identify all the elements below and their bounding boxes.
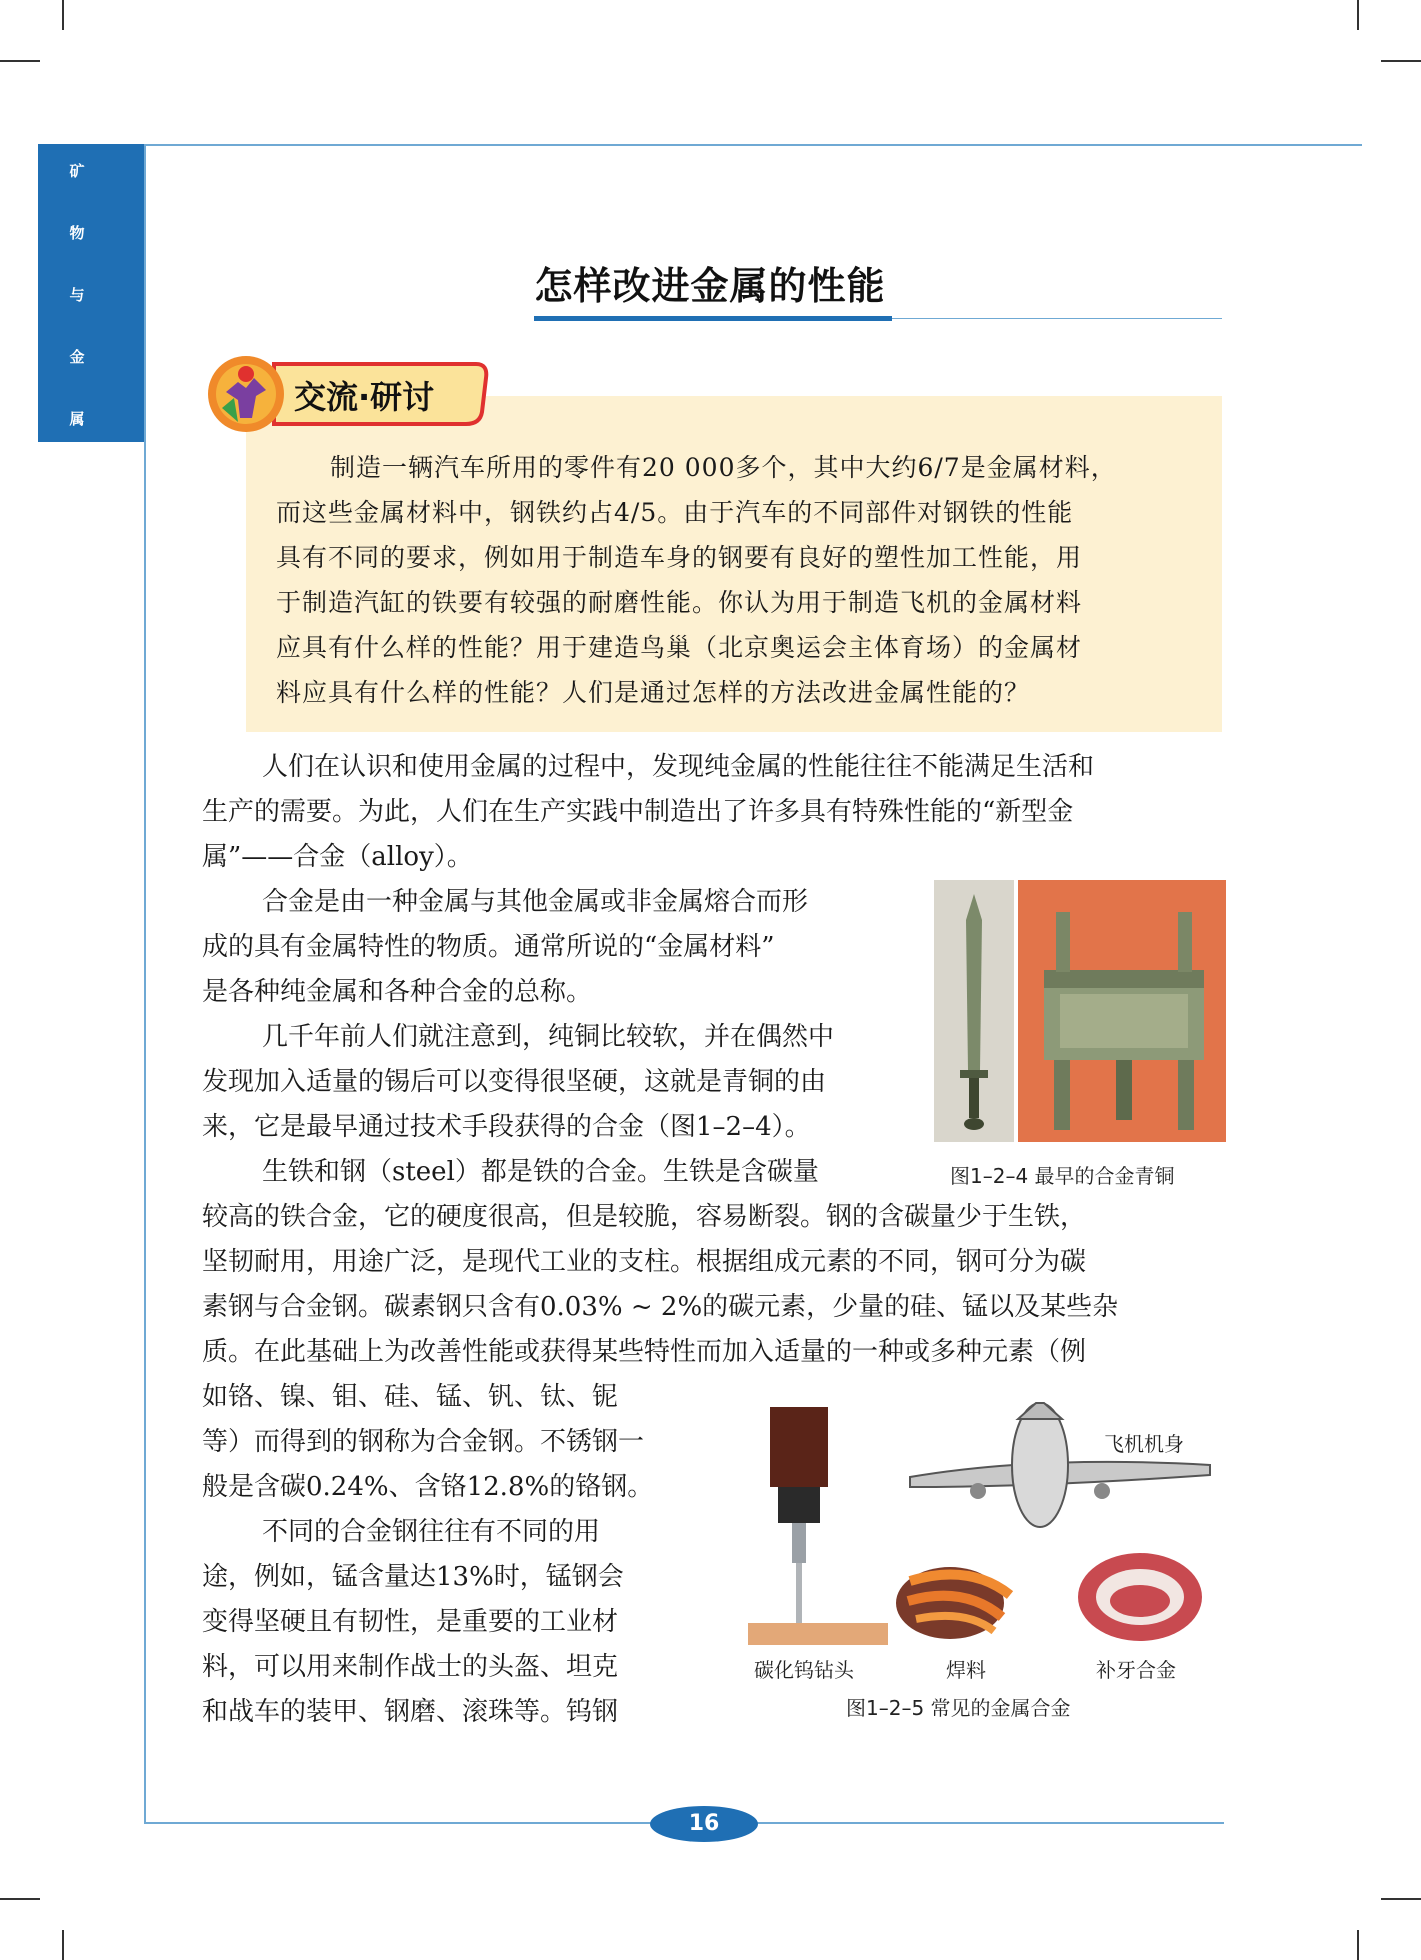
discussion-line: 具有不同的要求，例如用于制造车身的钢要有良好的塑性加工性能，用	[276, 543, 1083, 572]
body-line: 合金是由一种金属与其他金属或非金属熔合而形	[262, 887, 809, 917]
section-title: 怎样改进金属的性能	[534, 264, 886, 308]
discussion-line: 于制造汽缸的铁要有较强的耐磨性能。你认为用于制造飞机的金属材料	[276, 588, 1083, 617]
side-tab-char: 属	[69, 410, 85, 428]
body-line: 坚韧耐用，用途广泛，是现代工业的支柱。根据组成元素的不同，钢可分为碳	[202, 1247, 1087, 1277]
body-line: 料，可以用来制作战士的头盔、坦克	[202, 1652, 619, 1682]
crop-mark	[1357, 1930, 1359, 1960]
body-line: 几千年前人们就注意到，纯铜比较软，并在偶然中	[262, 1022, 835, 1052]
crop-mark	[1381, 60, 1421, 62]
body-line: 般是含碳0.24%、含铬12.8%的铬钢。	[202, 1472, 654, 1502]
figure-label-airplane: 飞机机身	[1104, 1432, 1184, 1456]
title-rule	[892, 318, 1222, 319]
figure-caption: 图1–2–5 常见的金属合金	[846, 1696, 1071, 1720]
chapter-side-tab	[38, 144, 144, 442]
body-line: 成的具有金属特性的物质。通常所说的“金属材料”	[202, 932, 775, 962]
discussion-line: 制造一辆汽车所用的零件有20 000多个，其中大约6/7是金属材料，	[330, 453, 1117, 482]
crop-mark	[0, 1898, 40, 1900]
body-line: 生铁和钢（steel）都是铁的合金。生铁是含碳量	[262, 1157, 819, 1187]
frame-line	[144, 144, 1362, 146]
figure-caption: 图1–2–4 最早的合金青铜	[950, 1164, 1175, 1188]
body-line: 等）而得到的钢称为合金钢。不锈钢一	[202, 1427, 645, 1457]
side-tab-char: 金	[69, 348, 85, 366]
title-underline	[534, 316, 892, 321]
body-line: 素钢与合金钢。碳素钢只含有0.03% ~ 2%的碳元素，少量的硅、锰以及某些杂	[202, 1292, 1119, 1322]
body-line: 人们在认识和使用金属的过程中，发现纯金属的性能往往不能满足生活和	[262, 752, 1095, 782]
body-line: 发现加入适量的锡后可以变得很坚硬，这就是青铜的由	[202, 1067, 827, 1097]
crop-mark	[62, 1930, 64, 1960]
body-line: 和战车的装甲、钢磨、滚珠等。钨钢	[202, 1697, 619, 1727]
crop-mark	[1381, 1898, 1421, 1900]
crop-mark	[1357, 0, 1359, 30]
body-line: 如铬、镍、钼、硅、锰、钒、钛、铌	[202, 1382, 619, 1412]
page-number: 16	[650, 1806, 758, 1842]
body-line: 生产的需要。为此，人们在生产实践中制造出了许多具有特殊性能的“新型金	[202, 797, 1074, 827]
side-tab-char: 物	[69, 224, 85, 242]
body-line: 来，它是最早通过技术手段获得的合金（图1–2–4）。	[202, 1112, 811, 1142]
discussion-line: 应具有什么样的性能？用于建造鸟巢（北京奥运会主体育场）的金属材	[276, 633, 1083, 662]
body-line: 途，例如，锰含量达13%时，锰钢会	[202, 1562, 624, 1592]
crop-mark	[62, 0, 64, 30]
figure-label-drill: 碳化钨钻头	[754, 1658, 854, 1682]
discussion-line: 而这些金属材料中，钢铁约占4/5。由于汽车的不同部件对钢铁的性能	[276, 498, 1074, 527]
bronze-figure	[934, 880, 1226, 1142]
body-line: 变得坚硬且有韧性，是重要的工业材	[202, 1607, 619, 1637]
side-tab-char: 与	[69, 286, 85, 304]
figure-label-solder: 焊料	[946, 1658, 986, 1682]
discussion-badge-label: 交流·研讨	[294, 378, 435, 416]
body-line: 是各种纯金属和各种合金的总称。	[202, 977, 593, 1007]
body-line: 较高的铁合金，它的硬度很高，但是较脆，容易断裂。钢的含碳量少于生铁，	[202, 1202, 1087, 1232]
body-line: 质。在此基础上为改善性能或获得某些特性而加入适量的一种或多种元素（例	[202, 1337, 1087, 1367]
crop-mark	[0, 60, 40, 62]
frame-line	[144, 144, 146, 1824]
body-line: 属”——合金（alloy）。	[202, 842, 473, 872]
side-tab-char: 矿	[69, 162, 85, 180]
discussion-line: 料应具有什么样的性能？人们是通过怎样的方法改进金属性能的？	[276, 678, 1031, 707]
body-line: 不同的合金钢往往有不同的用	[262, 1517, 601, 1547]
figure-label-denture: 补牙合金	[1096, 1658, 1176, 1682]
